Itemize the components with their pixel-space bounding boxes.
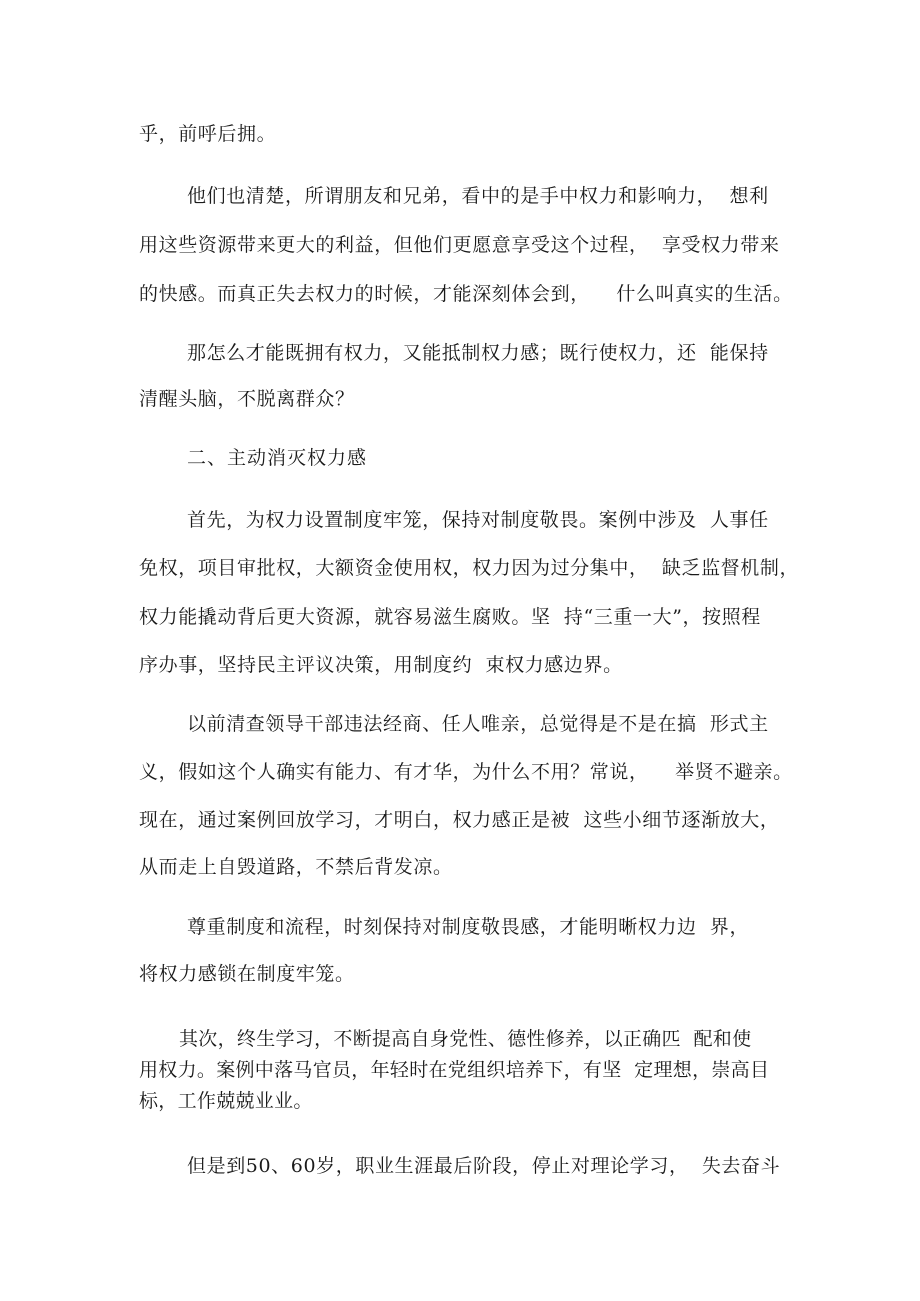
text-line-paragraph-5-start: 尊重制度和流程，时刻保持对制度敬畏感，才能明晰权力边 界， <box>187 916 750 938</box>
section-heading: 二、主动消灭权力感 <box>187 447 368 469</box>
text-line-continuation: 乎，前呼后拥。 <box>139 123 277 145</box>
text-line: 序办事，坚持民主评议决策，用制度约 束权力感边界。 <box>139 654 623 676</box>
text-line: 免权，项目审批权，大额资金使用权，权力因为过分集中， 缺乏监督机制， <box>139 557 800 579</box>
text-line-paragraph-6-start: 其次，终生学习，不断提高自身党性、德性修养，以正确匹 配和使 <box>179 1028 752 1050</box>
text-line: 标，工作兢兢业业。 <box>139 1090 313 1112</box>
text-line: 现在，通过案例回放学习，才明白，权力感正是被 这些小细节逐渐放大， <box>139 809 780 831</box>
text-line-paragraph-2-start: 那怎么才能既拥有权力，又能抵制权力感；既行使权力，还 能保持 <box>187 342 769 364</box>
text-line: 的快感。而真正失去权力的时候，才能深刻体会到， 什么叫真实的生活。 <box>139 283 793 305</box>
text-line: 义，假如这个人确实有能力、有才华，为什么不用？常说， 举贤不避亲。 <box>139 761 793 783</box>
text-line: 从而走上自毁道路，不禁后背发凉。 <box>139 856 453 878</box>
text-line: 权力能撬动背后更大资源，就容易滋生腐败。坚 持“三重一大”，按照程 <box>139 606 761 628</box>
text-line-paragraph-1-start: 他们也清楚，所谓朋友和兄弟，看中的是手中权力和影响力， 想利 <box>187 185 769 207</box>
text-line-paragraph-4-start: 以前清查领导干部违法经商、任人唯亲，总觉得是不是在搞 形式主 <box>187 713 769 735</box>
text-line: 将权力感锁在制度牢笼。 <box>139 963 355 985</box>
text-line-paragraph-3-start: 首先，为权力设置制度牢笼，保持对制度敬畏。案例中涉及 人事任 <box>187 509 769 531</box>
text-line: 用权力。案例中落马官员，年轻时在党组织培养下，有坚 定理想，崇高目 <box>139 1059 770 1081</box>
text-line-paragraph-7-start: 但是到50、60岁，职业生涯最后阶段，停止对理论学习， 失去奋斗 <box>187 1155 781 1177</box>
text-line: 用这些资源带来更大的利益，但他们更愿意享受这个过程， 享受权力带来 <box>139 234 780 256</box>
text-line: 清醒头脑，不脱离群众？ <box>139 388 355 410</box>
